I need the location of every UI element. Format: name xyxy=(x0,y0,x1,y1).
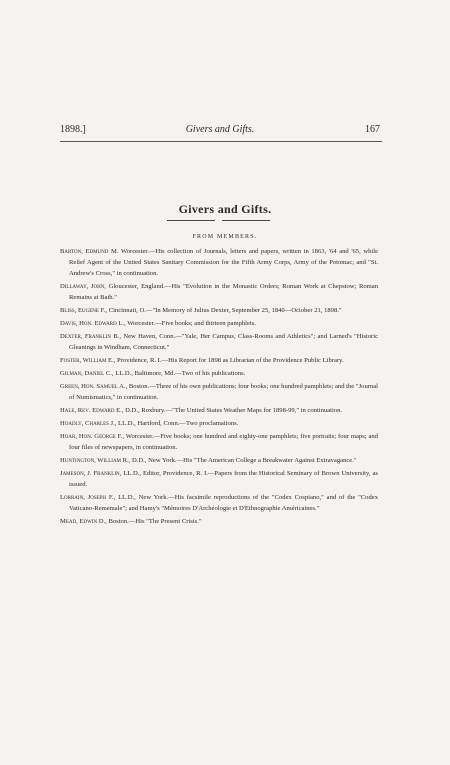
donor-name: Bliss, Eugene F., xyxy=(60,307,108,314)
title-rule-left xyxy=(167,220,215,221)
gift-entry xyxy=(60,418,378,429)
gift-description: New York.—His facsimile reproductions of the "Codex Cospiano," and of the "Codex Vaticano-Rememale"; and Hamy's "Mémoires D'Archéologie et D'Ethnographie Américaines." xyxy=(69,494,379,512)
gift-description: Boston.—His "The Present Crisis." xyxy=(108,518,202,525)
donor-name: Dexter, Franklin B., xyxy=(60,333,121,340)
gift-entry xyxy=(60,468,378,490)
gift-entry xyxy=(60,305,378,316)
running-head-year: 1898.] xyxy=(60,124,86,135)
gift-entry xyxy=(60,281,378,303)
gift-description: Baltimore, Md.—Two of his publications. xyxy=(134,370,246,377)
donor-name: Hoar, Hon. George F., xyxy=(60,433,125,440)
gift-entry xyxy=(60,318,378,329)
gift-entries xyxy=(60,246,378,529)
donor-name: Jameson, J. Franklin, LL.D., xyxy=(60,470,142,477)
donor-name: Gilman, Daniel C., LL.D., xyxy=(60,370,133,377)
gift-description: Gloucester, England.—His "Evolution in the Monastic Orders; Roman Work at Chepstow; Roman Remains at Bath." xyxy=(69,283,378,301)
gift-entry xyxy=(60,368,378,379)
gift-description: Hartford, Conn.—Two proclamations. xyxy=(137,420,239,427)
gift-entry xyxy=(60,331,378,353)
page-number: 167 xyxy=(365,124,380,135)
gift-entry xyxy=(60,405,378,416)
donor-name: Hale, Rev. Edward E., D.D., xyxy=(60,407,140,414)
title-rule-right xyxy=(222,220,270,221)
gift-entry xyxy=(60,246,378,279)
donor-name: Barton, Edmund M. xyxy=(60,248,119,255)
gift-description: New York.—His "The American College a Breakwater Against Extravagance." xyxy=(148,457,357,464)
donor-name: Dillaway, John, xyxy=(60,283,106,290)
gift-description: New Haven, Conn.—"Yale, Her Campus, Class-Rooms and Athletics"; and Larned's "Historic Gleanings in Windham, Connecticut." xyxy=(69,333,378,351)
gift-description: Editor, Providence, R. I.—Papers from the Historical Seminary of Brown University, as issued. xyxy=(69,470,378,488)
gift-description: Providence, R. I.—His Report for 1898 as Librarian of the Providence Public Library. xyxy=(117,357,344,364)
gift-description: Cincinnati, O.—"In Memory of Julius Dexter, September 25, 1840—October 21, 1898." xyxy=(108,307,342,314)
donor-name: Huntington, William R., D.D., xyxy=(60,457,147,464)
running-head-title: Givers and Gifts. xyxy=(185,124,255,135)
gift-description: Worcester.—Five books; one hundred and eighty-one pamphlets; five portraits; four maps; and four files of newspapers, in continuation. xyxy=(69,433,378,451)
gift-entry xyxy=(60,355,378,366)
gift-description: Boston.—Three of his own publications; four books; one hundred pamphlets; and the "Journal of Numismatics," in continuation. xyxy=(69,383,378,401)
gift-description: Worcester.—Five books; and thirteen pamphlets. xyxy=(127,320,256,327)
donor-name: Davis, Hon. Edward L., xyxy=(60,320,126,327)
header-rule xyxy=(60,141,382,142)
gift-entry xyxy=(60,455,378,466)
donor-name: Lorrain, Joseph F., LL.D., xyxy=(60,494,136,501)
gift-entry xyxy=(60,431,378,453)
gift-entry xyxy=(60,492,378,514)
donor-name: Mead, Edwin D., xyxy=(60,518,107,525)
section-subheading: FROM MEMBERS. xyxy=(192,234,258,240)
donor-name: Hoadly, Charles J., LL.D., xyxy=(60,420,136,427)
gift-description: Worcester.—His collection of Journals, letters and papers, written in 1863, '64 and '65, while Relief Agent of the United States Sanitary Commission for the Fifth Army Corps, Army of the Potomac; and "St. Andrew's Cross," in continuation. xyxy=(69,248,378,277)
running-head xyxy=(60,124,380,138)
gift-entry xyxy=(60,516,378,527)
gift-entry xyxy=(60,381,378,403)
gift-description: Roxbury.—"The United States Weather Maps for 1898-99," in continuation. xyxy=(141,407,343,414)
donor-name: Foster, William E., xyxy=(60,357,116,364)
section-title: Givers and Gifts. xyxy=(178,202,272,216)
donor-name: Green, Hon. Samuel A., xyxy=(60,383,128,390)
